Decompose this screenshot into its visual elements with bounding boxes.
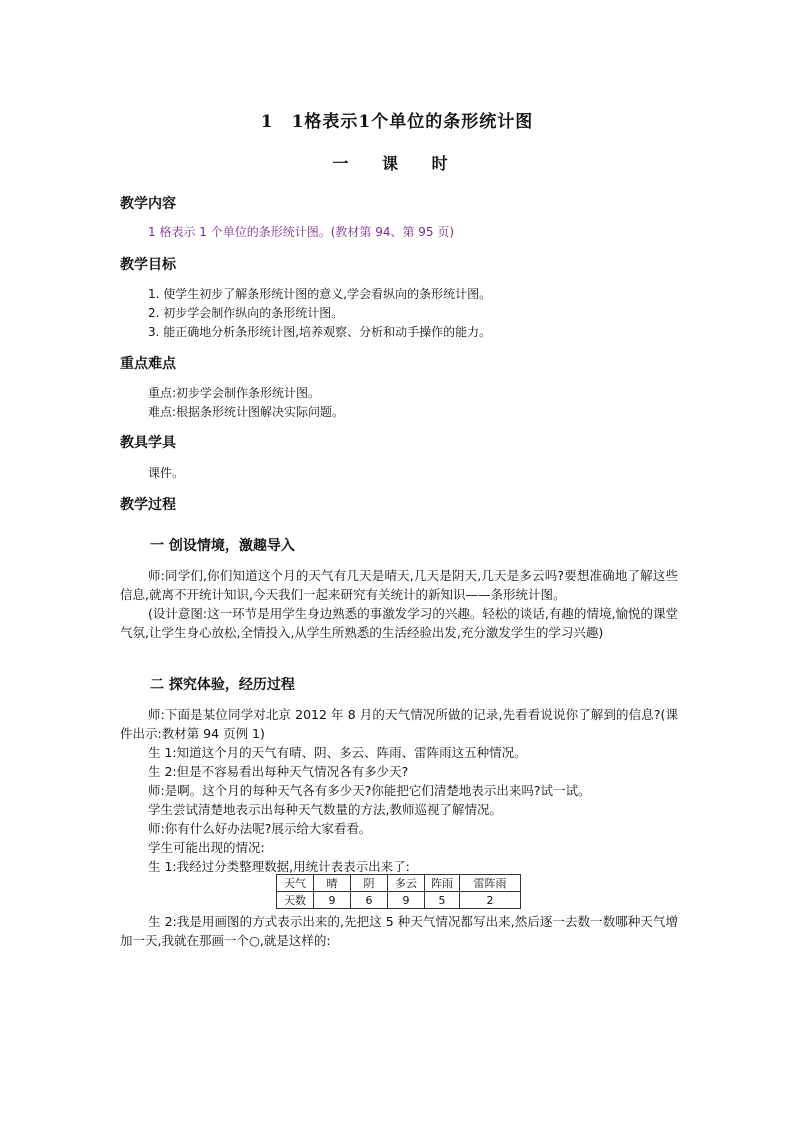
table-cell: 天气 bbox=[277, 875, 314, 892]
content-heading: 教学内容 bbox=[120, 196, 176, 212]
dialogue-line: 生 1:知道这个月的天气有晴、阴、多云、阵雨、雷阵雨这五种情况。 bbox=[148, 745, 527, 760]
student2-paragraph: 生 2:我是用画图的方式表示出来的,先把这 5 种天气情况都写出来,然后逐一去数一数哪种天气增加一天,我就在那画一个○,就是这样的: bbox=[120, 914, 678, 948]
table-row bbox=[277, 875, 521, 892]
part2-heading: 二 探究体验，经历过程 bbox=[150, 677, 295, 693]
table-cell: 阵雨 bbox=[425, 875, 460, 892]
page-title: 1 1格表示1个单位的条形统计图 bbox=[260, 112, 534, 132]
goals-heading: 教学目标 bbox=[120, 257, 176, 273]
dialogue-line: 生 2:但是不容易看出每种天气情况各有多少天? bbox=[148, 764, 409, 779]
key-point: 难点:根据条形统计图解决实际问题。 bbox=[148, 405, 345, 419]
weather-table bbox=[276, 874, 521, 909]
dialogue-line: 学生可能出现的情况: bbox=[148, 840, 265, 855]
table-cell: 阴 bbox=[351, 875, 388, 892]
table-row bbox=[277, 892, 521, 909]
goal-item: 3. 能正确地分析条形统计图,培养观察、分析和动手操作的能力。 bbox=[148, 325, 492, 339]
table-cell: 天数 bbox=[277, 892, 314, 909]
table-cell: 5 bbox=[425, 892, 460, 909]
part1-heading: 一 创设情境，激趣导入 bbox=[150, 538, 295, 554]
key-heading: 重点难点 bbox=[120, 356, 176, 372]
part1-paragraph: 师:同学们,你们知道这个月的天气有几天是晴天,几天是阴天,几天是多云吗?要想准确地了解这些信息,就离不开统计知识,今天我们一起来研究有关统计的新知识——条形统计图。 bbox=[120, 568, 678, 602]
part2-paragraph: 师:下面是某位同学对北京 2012 年 8 月的天气情况所做的记录,先看看说说你了解到的信息?(课件出示:教材第 94 页例 1) bbox=[120, 707, 678, 741]
tools-heading: 教具学具 bbox=[120, 435, 176, 451]
process-heading: 教学过程 bbox=[120, 497, 176, 513]
goal-item: 1. 使学生初步了解条形统计图的意义,学会看纵向的条形统计图。 bbox=[148, 287, 492, 301]
tools-text: 课件。 bbox=[148, 466, 185, 480]
table-cell: 雷阵雨 bbox=[460, 875, 521, 892]
content-text: 1 格表示 1 个单位的条形统计图。(教材第 94、第 95 页) bbox=[148, 225, 455, 239]
dialogue-line: 师:是啊。这个月的每种天气各有多少天?你能把它们清楚地表示出来吗?试一试。 bbox=[148, 783, 591, 798]
dialogue-line: 师:你有什么好办法呢?展示给大家看看。 bbox=[148, 821, 372, 836]
dialogue-line: 生 1:我经过分类整理数据,用统计表表示出来了: bbox=[148, 859, 410, 874]
table-cell: 9 bbox=[314, 892, 351, 909]
key-point: 重点:初步学会制作条形统计图。 bbox=[148, 386, 321, 400]
dialogue-line: 学生尝试清楚地表示出每种天气数量的方法,教师巡视了解情况。 bbox=[148, 802, 502, 817]
part1-design-note: (设计意图:这一环节是用学生身边熟悉的事激发学习的兴趣。轻松的谈话,有趣的情境,愉悦的课堂气氛,让学生身心放松,全情投入,从学生所熟悉的生活经验出发,充分激发学生的学习兴趣) bbox=[120, 606, 678, 640]
lesson-subtitle: 一 课 时 bbox=[332, 154, 462, 173]
goal-item: 2. 初步学会制作纵向的条形统计图。 bbox=[148, 306, 344, 320]
table-cell: 6 bbox=[351, 892, 388, 909]
table-cell: 多云 bbox=[388, 875, 425, 892]
table-cell: 9 bbox=[388, 892, 425, 909]
table-cell: 2 bbox=[460, 892, 521, 909]
table-cell: 晴 bbox=[314, 875, 351, 892]
